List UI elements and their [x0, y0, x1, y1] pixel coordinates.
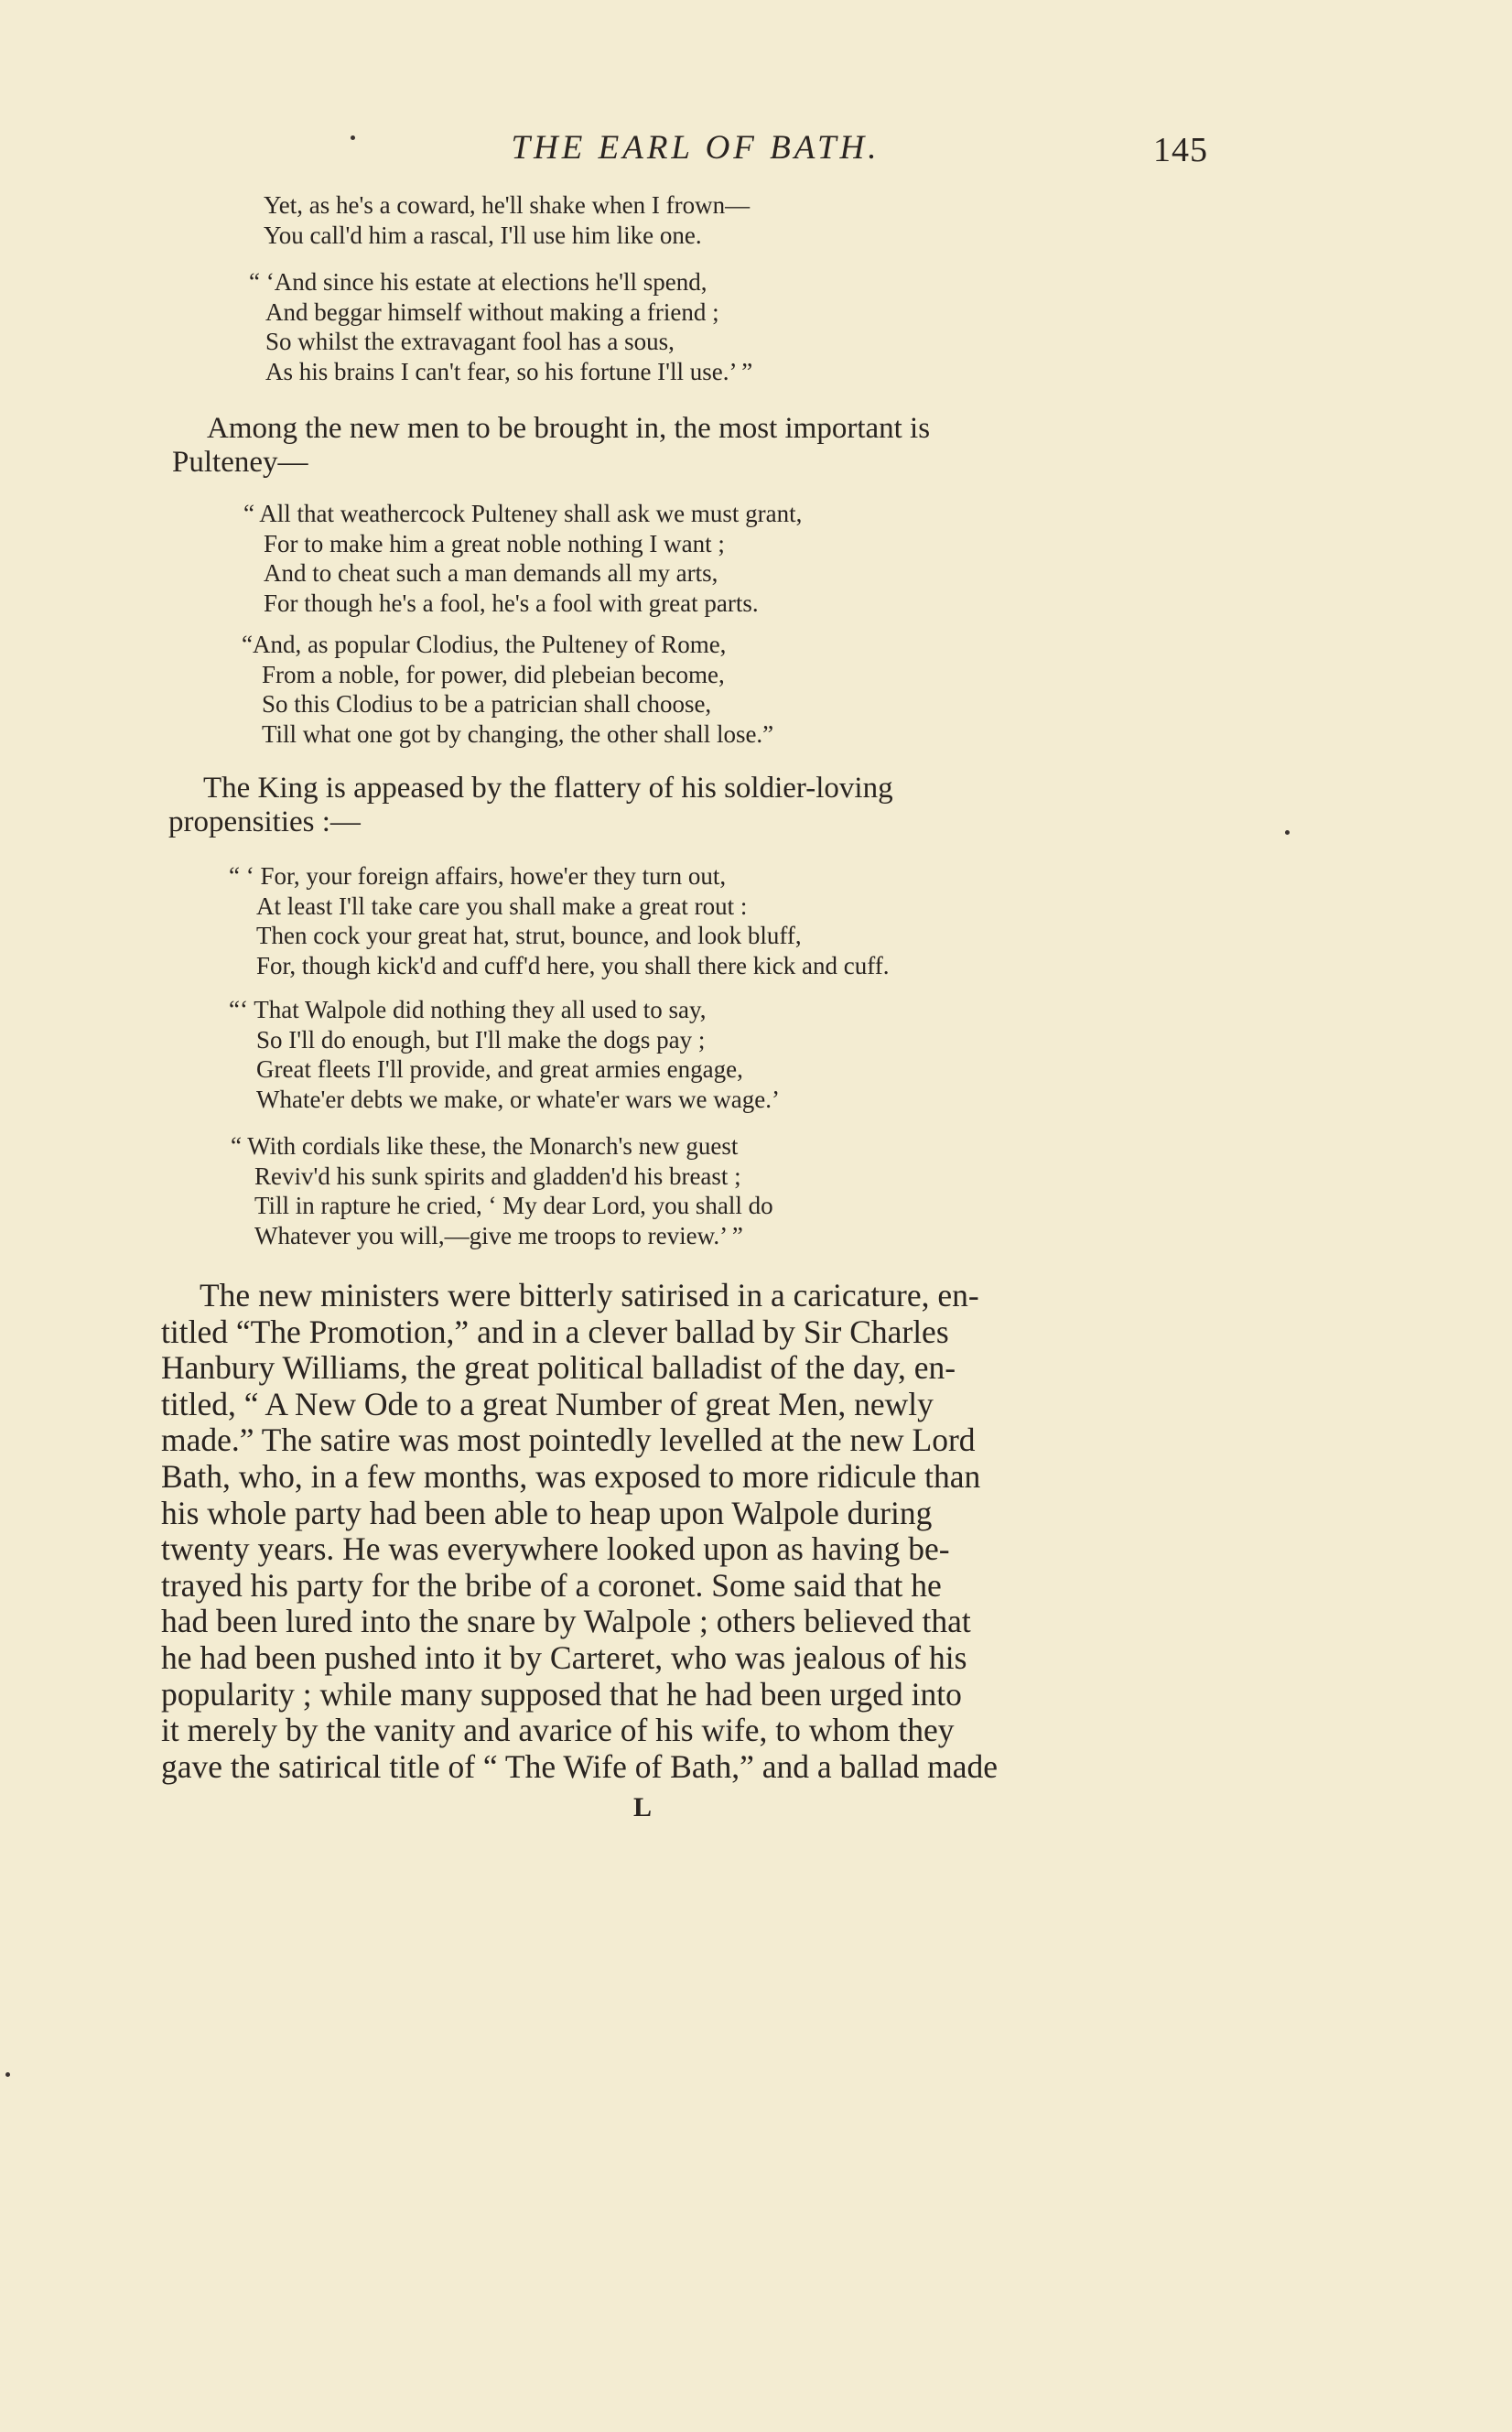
- verse-line: Whatever you will,—give me troops to review.’ ”: [254, 1221, 743, 1249]
- prose-line: made.” The satire was most pointedly levelled at the new Lord: [161, 1421, 976, 1459]
- verse-line: “ ‘ For, your foreign affairs, howe'er they turn out,: [229, 862, 727, 890]
- verse-line: You call'd him a rascal, I'll use him like one.: [264, 221, 702, 249]
- verse-stanza: [229, 861, 889, 980]
- printing-speck: [1285, 830, 1290, 835]
- page-number: 145: [1153, 131, 1208, 169]
- prose-line: The new ministers were bitterly satirised in a caricature, en-: [200, 1277, 979, 1313]
- prose-line: trayed his party for the bribe of a coronet. Some said that he: [161, 1566, 942, 1604]
- prose-line: had been lured into the snare by Walpole ; others believed that: [161, 1603, 971, 1640]
- verse-line: For, though kick'd and cuff'd here, you shall there kick and cuff.: [256, 951, 890, 979]
- prose-line: Bath, who, in a few months, was exposed to more ridicule than: [161, 1457, 981, 1495]
- verse-stanza: [264, 190, 750, 250]
- prose-line: Among the new men to be brought in, the most important is: [207, 412, 931, 445]
- verse-line: And beggar himself without making a friend ;: [265, 297, 719, 326]
- prose-line: popularity ; while many supposed that he had been urged into: [161, 1675, 962, 1713]
- verse-stanza: [242, 630, 773, 749]
- paragraph-king-intro: [168, 772, 1135, 839]
- verse-line: “And, as popular Clodius, the Pulteney of Rome,: [242, 631, 727, 658]
- verse-line: And to cheat such a man demands all my arts,: [264, 559, 718, 587]
- prose-line: titled, “ A New Ode to a great Number of great Men, newly: [161, 1385, 934, 1422]
- prose-line: Pulteney—: [172, 446, 308, 479]
- verse-line: “ All that weathercock Pulteney shall ask we must grant,: [243, 500, 803, 527]
- page-header: [165, 128, 1208, 183]
- verse-line: Yet, as he's a coward, he'll shake when I frown—: [264, 191, 751, 219]
- verse-line: So I'll do enough, but I'll make the dogs pay ;: [256, 1025, 706, 1054]
- verse-line: So this Clodius to be a patrician shall choose,: [262, 690, 712, 718]
- running-head: THE EARL OF BATH.: [511, 129, 880, 167]
- verse-line: From a noble, for power, did plebeian become,: [262, 660, 725, 688]
- verse-line: Great fleets I'll provide, and great armies engage,: [256, 1055, 743, 1083]
- verse-stanza: [249, 267, 752, 386]
- verse-stanza: [243, 499, 802, 618]
- prose-line: gave the satirical title of “ The Wife of Bath,” and a ballad made: [161, 1747, 998, 1785]
- prose-line: Hanbury Williams, the great political balladist of the day, en-: [161, 1349, 956, 1387]
- verse-line: “ ‘And since his estate at elections he'll spend,: [249, 268, 707, 296]
- prose-line: titled “The Promotion,” and in a clever ballad by Sir Charles: [161, 1313, 949, 1350]
- prose-line: his whole party had been able to heap upon Walpole during: [161, 1494, 933, 1531]
- verse-line: Then cock your great hat, strut, bounce, and look bluff,: [256, 922, 802, 949]
- verse-line: Reviv'd his sunk spirits and gladden'd his breast ;: [254, 1162, 741, 1190]
- verse-stanza: [229, 995, 780, 1114]
- verse-line: Whate'er debts we make, or whate'er wars we wage.’: [256, 1085, 780, 1113]
- verse-line: “‘ That Walpole did nothing they all used to say,: [229, 996, 707, 1023]
- prose-line: twenty years. He was everywhere looked upon as having be-: [161, 1530, 950, 1568]
- paragraph-main: [161, 1278, 1126, 1785]
- verse-line: “ With cordials like these, the Monarch's new guest: [231, 1132, 739, 1160]
- verse-line: Till what one got by changing, the other shall lose.”: [262, 719, 774, 748]
- verse-line: At least I'll take care you shall make a great rout :: [256, 892, 748, 920]
- verse-line: So whilst the extravagant fool has a sous,: [265, 328, 675, 355]
- verse-line: As his brains I can't fear, so his fortune I'll use.’ ”: [265, 357, 753, 385]
- verse-stanza: [231, 1131, 773, 1250]
- prose-line: it merely by the vanity and avarice of his wife, to whom they: [161, 1712, 955, 1749]
- paragraph-pulteney-intro: [172, 412, 1135, 480]
- printing-speck: [351, 135, 355, 140]
- verse-line: For to make him a great noble nothing I want ;: [264, 529, 725, 557]
- verse-line: For though he's a fool, he's a fool with great parts.: [264, 589, 759, 617]
- signature-mark: L: [633, 1792, 653, 1822]
- prose-line: propensities :—: [168, 805, 361, 838]
- verse-line: Till in rapture he cried, ‘ My dear Lord, you shall do: [254, 1192, 773, 1219]
- prose-line: The King is appeased by the flattery of his soldier-loving: [203, 772, 893, 805]
- prose-line: he had been pushed into it by Carteret, who was jealous of his: [161, 1638, 967, 1676]
- printing-speck: [5, 2072, 10, 2077]
